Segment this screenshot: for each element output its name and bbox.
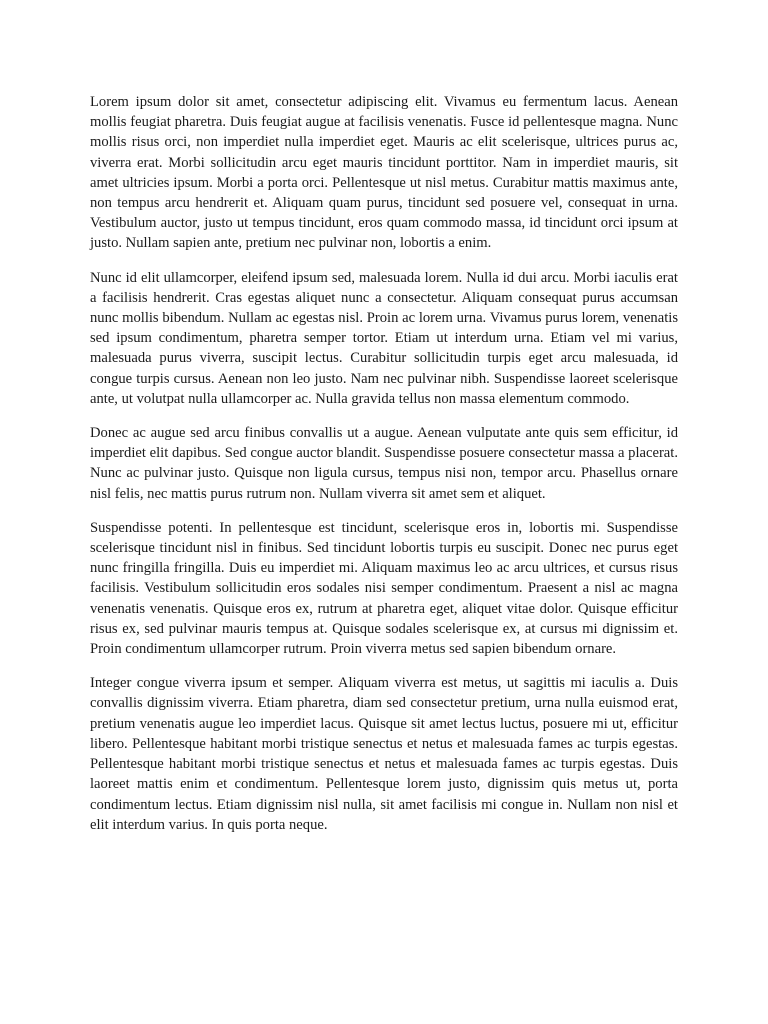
paragraph-5: Integer congue viverra ipsum et semper. Aliquam viverra est metus, ut sagittis mi iaculis a. Duis convallis dignissim viverra. Etiam pharetra, diam sed consectetur pretium, urna nulla euismod erat, pretium venenatis augue leo imperdiet lacus. Quisque sit amet lectus luctus, posuere mi ut, efficitur libero. Pellentesque habitant morbi tristique senectus et netus et malesuada fames ac turpis egestas. Pellentesque habitant morbi tristique senectus et netus et malesuada fames ac turpis egestas. Duis laoreet mattis enim et condimentum. Pellentesque lorem justo, dignissim quis metus ut, porta condimentum lectus. Etiam dignissim nisl nulla, sit amet facilisis mi congue in. Nullam non nisl et elit interdum varius. In quis porta neque. bbox=[90, 675, 678, 833]
paragraph-3: Donec ac augue sed arcu finibus convallis ut a augue. Aenean vulputate ante quis sem efficitur, id imperdiet elit dapibus. Sed congue auctor blandit. Suspendisse posuere consectetur massa a placerat. Nunc ac pulvinar justo. Quisque non ligula cursus, tempus nisi non, tempor arcu. Phasellus ornare nisl felis, nec mattis purus rutrum non. Nullam viverra sit amet sem et aliquet. bbox=[90, 425, 678, 502]
paragraph-2: Nunc id elit ullamcorper, eleifend ipsum sed, malesuada lorem. Nulla id dui arcu. Morbi iaculis erat a facilisis hendrerit. Cras egestas aliquet nunc a consectetur. Aliquam consequat purus accumsan nunc mollis bibendum. Nullam ac egestas nisl. Proin ac lorem urna. Vivamus purus lorem, venenatis sed ipsum condimentum, pharetra semper tortor. Etiam ut interdum urna. Etiam vel mi varius, malesuada purus viverra, suscipit lectus. Curabitur sollicitudin turpis eget arcu malesuada, id congue turpis cursus. Aenean non leo justo. Nam nec pulvinar nibh. Suspendisse laoreet scelerisque ante, ut volutpat nulla ullamcorper ac. Nulla gravida tellus non massa elementum commodo. bbox=[90, 269, 678, 407]
paragraph-1: Lorem ipsum dolor sit amet, consectetur adipiscing elit. Vivamus eu fermentum lacus. Aenean mollis feugiat pharetra. Duis feugiat augue at facilisis venenatis. Fusce id pellentesque magna. Nunc mollis risus orci, non imperdiet nulla imperdiet eget. Mauris ac elit scelerisque, ultrices purus ac, viverra erat. Morbi sollicitudin arcu eget mauris tincidunt porttitor. Nam in imperdiet mauris, sit amet ultricies ipsum. Morbi a porta orci. Pellentesque ut nisl metus. Curabitur mattis maximus ante, non tempus arcu hendrerit et. Aliquam quam purus, tincidunt sed posuere vel, consequat in urna. Vestibulum auctor, justo ut tempus tincidunt, eros quam commodo massa, id tincidunt orci ipsum at justo. Nullam sapien ante, pretium nec pulvinar non, lobortis a enim. bbox=[90, 94, 678, 252]
document-body bbox=[90, 92, 678, 849]
paragraph-4: Suspendisse potenti. In pellentesque est tincidunt, scelerisque eros in, lobortis mi. Suspendisse scelerisque tincidunt nisl in finibus. Sed tincidunt lobortis turpis eu suscipit. Donec nec purus eget nunc fringilla fringilla. Duis eu imperdiet mi. Aliquam maximus leo ac arcu ultrices, et cursus risus facilisis. Vestibulum sollicitudin eros sodales nisi semper condimentum. Praesent a nisl ac magna venenatis venenatis. Quisque eros ex, rutrum at pharetra eget, aliquet vitae dolor. Quisque efficitur risus ex, sed pulvinar mauris tempus at. Quisque sodales scelerisque ex, at cursus mi dignissim et. Proin condimentum ullamcorper rutrum. Proin viverra metus sed sapien bibendum ornare. bbox=[90, 519, 678, 658]
